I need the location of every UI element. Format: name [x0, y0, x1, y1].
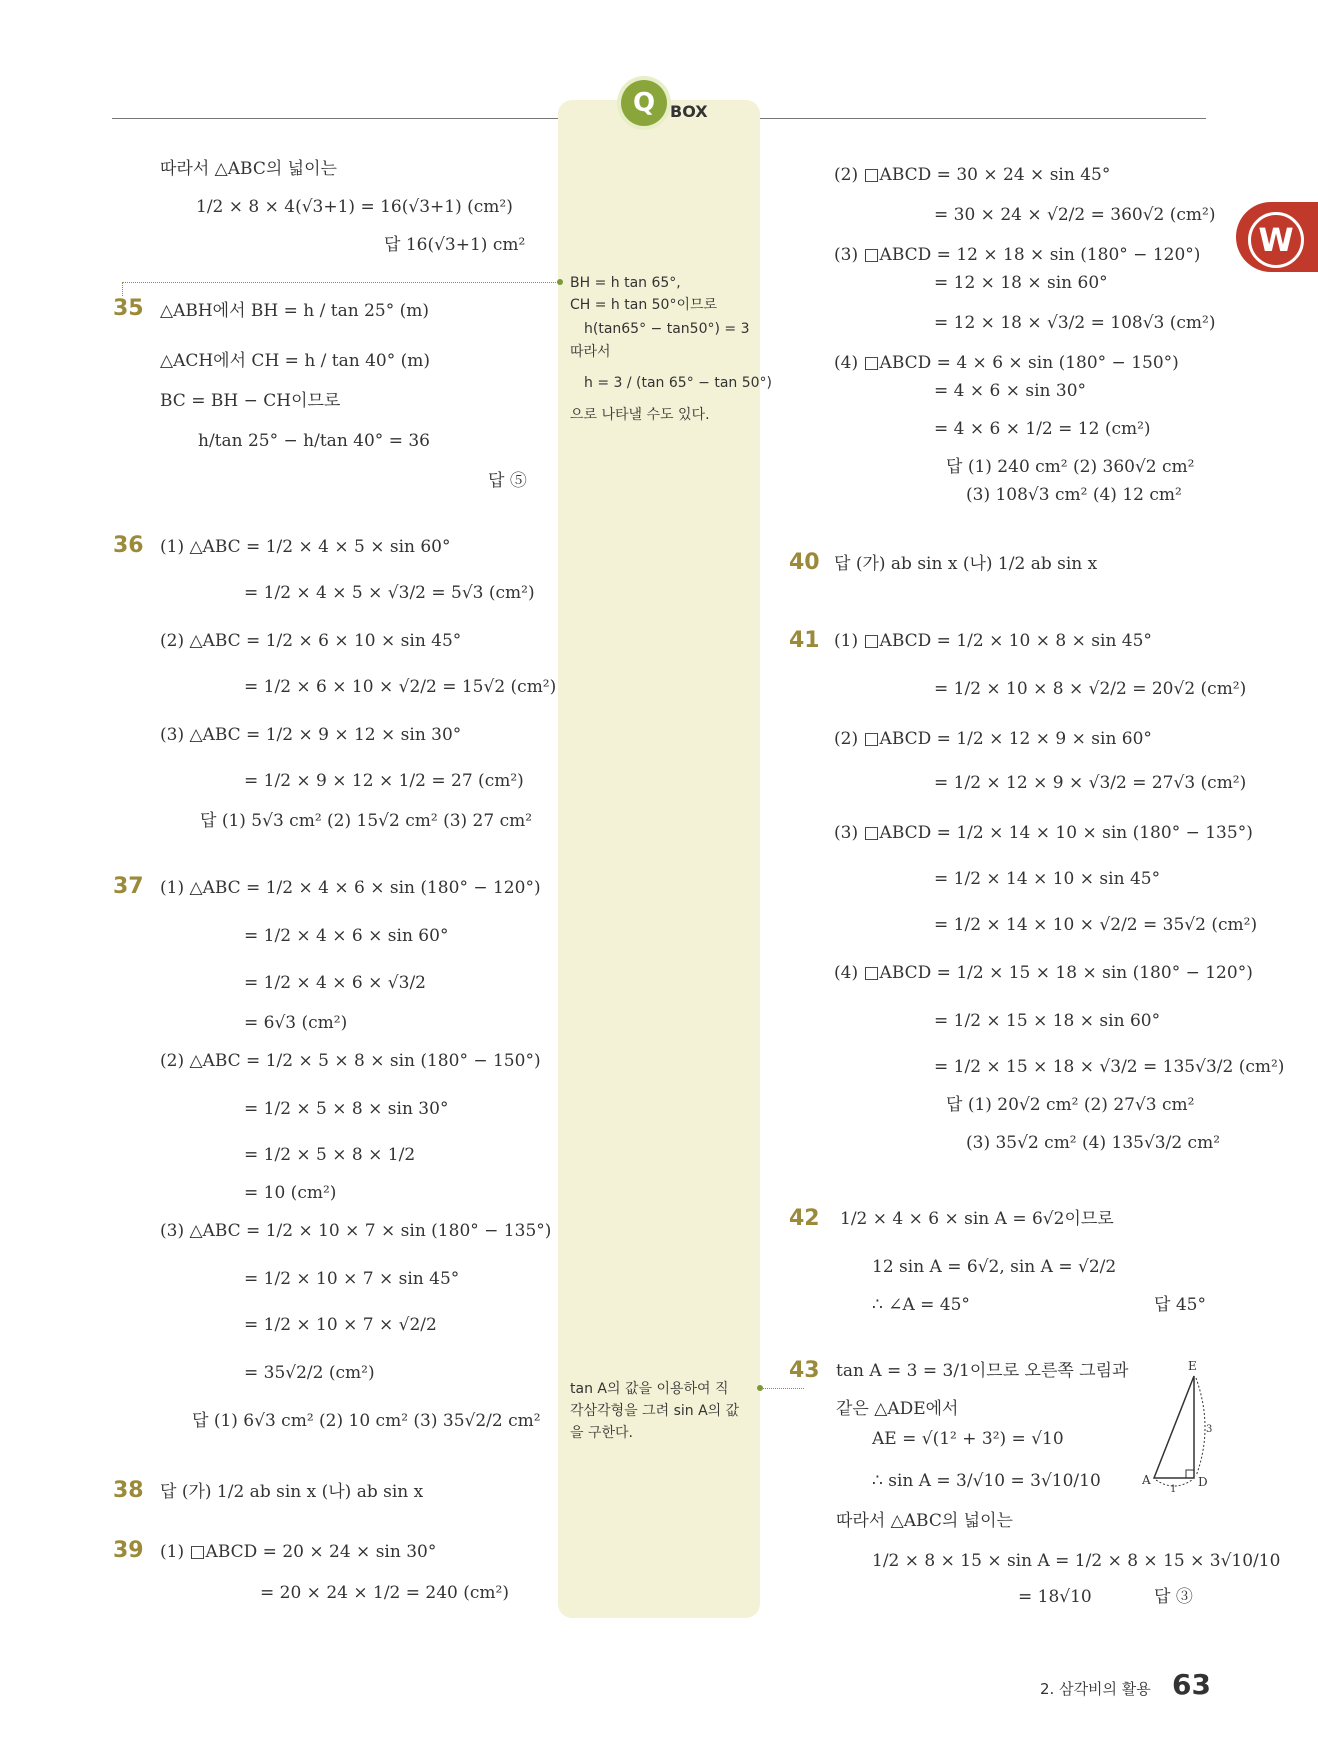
solution-line: tan A = 3 = 3/1이므로 오른쪽 그림과: [836, 1361, 1129, 1381]
connector-35-tick: [122, 282, 123, 296]
answer-line: 답 ⑤: [488, 471, 527, 491]
vertex-label-a: A: [1142, 1473, 1151, 1487]
solution-line: = 4 × 6 × sin 30°: [934, 381, 1087, 401]
solution-line: = 1/2 × 14 × 10 × sin 45°: [934, 869, 1161, 889]
answer-line: (3) 35√2 cm² (4) 135√3/2 cm²: [966, 1133, 1221, 1153]
side-tab-letter: W: [1248, 212, 1304, 268]
answer-line: 답 (1) 240 cm² (2) 360√2 cm²: [946, 457, 1195, 477]
problem-number: 42: [789, 1206, 820, 1231]
answer-line: 답 45°: [1154, 1295, 1206, 1315]
problem-number: 41: [789, 628, 820, 653]
qbox-note-line: CH = h tan 50°이므로: [570, 297, 718, 313]
solution-line: = 4 × 6 × 1/2 = 12 (cm²): [934, 419, 1151, 439]
solution-line: = 18√10: [1018, 1587, 1092, 1607]
solution-line: = 1/2 × 4 × 5 × √3/2 = 5√3 (cm²): [244, 583, 535, 603]
solution-line: (4) □ABCD = 1/2 × 15 × 18 × sin (180° − 120°): [834, 963, 1253, 983]
vertex-label-d: D: [1198, 1475, 1208, 1489]
solution-line: = 12 × 18 × √3/2 = 108√3 (cm²): [934, 313, 1216, 333]
solution-line: = 1/2 × 4 × 6 × sin 60°: [244, 926, 449, 946]
solution-line: 1/2 × 4 × 6 × sin A = 6√2이므로: [840, 1209, 1114, 1229]
problem-number: 39: [113, 1538, 144, 1563]
answer-line: 답 (1) 6√3 cm² (2) 10 cm² (3) 35√2/2 cm²: [192, 1411, 541, 1431]
side-tab: [1236, 202, 1318, 272]
solution-line: 따라서 △ABC의 넓이는: [836, 1511, 1013, 1531]
problem-number: 40: [789, 550, 820, 575]
qbox-note-line: tan A의 값을 이용하여 직: [570, 1381, 729, 1397]
connector-dot-43: [757, 1385, 763, 1391]
solution-line: = 20 × 24 × 1/2 = 240 (cm²): [260, 1583, 509, 1603]
chapter-footer: 2. 삼각비의 활용: [1040, 1680, 1151, 1698]
connector-43: [760, 1388, 804, 1389]
qbox-note-line: h(tan65° − tan50°) = 3: [584, 321, 750, 337]
side-de-length: 3: [1206, 1424, 1213, 1435]
top-rule-right: [760, 118, 1206, 119]
side-ad-length: 1: [1170, 1484, 1177, 1494]
problem-number: 43: [789, 1358, 820, 1383]
qbox-badge: Q: [621, 80, 667, 126]
qbox-note-line: h = 3 / (tan 65° − tan 50°): [584, 375, 772, 391]
triangle-ade-figure: [1136, 1358, 1216, 1494]
solution-line: 같은 △ADE에서: [836, 1399, 959, 1419]
qbox-label: BOX: [670, 102, 708, 121]
qbox-note-line: 으로 나타낼 수도 있다.: [570, 407, 710, 423]
solution-line: = 1/2 × 10 × 7 × √2/2: [244, 1315, 437, 1335]
right-angle-mark: [1186, 1470, 1194, 1478]
solution-line: = 1/2 × 9 × 12 × 1/2 = 27 (cm²): [244, 771, 524, 791]
intro-line: 1/2 × 8 × 4(√3+1) = 16(√3+1) (cm²): [196, 197, 513, 217]
solution-line: = 10 (cm²): [244, 1183, 337, 1203]
top-rule-left: [112, 118, 558, 119]
answer-line: 답 ③: [1154, 1587, 1193, 1607]
solution-line: = 1/2 × 14 × 10 × √2/2 = 35√2 (cm²): [934, 915, 1258, 935]
solution-line: = 30 × 24 × √2/2 = 360√2 (cm²): [934, 205, 1216, 225]
solution-line: = 1/2 × 10 × 8 × √2/2 = 20√2 (cm²): [934, 679, 1247, 699]
vertex-label-e: E: [1188, 1359, 1197, 1373]
solution-line: h/tan 25° − h/tan 40° = 36: [198, 431, 430, 451]
solution-line: = 1/2 × 6 × 10 × √2/2 = 15√2 (cm²): [244, 677, 557, 697]
solution-line: (1) □ABCD = 1/2 × 10 × 8 × sin 45°: [834, 631, 1152, 651]
page-number: 63: [1172, 1668, 1211, 1701]
solution-line: (2) △ABC = 1/2 × 6 × 10 × sin 45°: [160, 631, 462, 651]
solution-line: = 1/2 × 5 × 8 × 1/2: [244, 1145, 416, 1165]
answer-line: 답 (1) 5√3 cm² (2) 15√2 cm² (3) 27 cm²: [200, 811, 533, 831]
solution-line: = 1/2 × 15 × 18 × sin 60°: [934, 1011, 1161, 1031]
intro-line: 따라서 △ABC의 넓이는: [160, 159, 337, 179]
solution-line: (1) △ABC = 1/2 × 4 × 6 × sin (180° − 120°): [160, 878, 541, 898]
problem-number: 36: [113, 533, 144, 558]
solution-line: = 1/2 × 5 × 8 × sin 30°: [244, 1099, 449, 1119]
solution-line: (3) △ABC = 1/2 × 10 × 7 × sin (180° − 135°): [160, 1221, 552, 1241]
solution-line: ∴ sin A = 3/√10 = 3√10/10: [872, 1471, 1101, 1491]
solution-line: (3) □ABCD = 12 × 18 × sin (180° − 120°): [834, 245, 1201, 265]
qbox-note-line: BH = h tan 65°,: [570, 275, 681, 291]
solution-line: = 1/2 × 12 × 9 × √3/2 = 27√3 (cm²): [934, 773, 1247, 793]
solution-line: (2) □ABCD = 1/2 × 12 × 9 × sin 60°: [834, 729, 1152, 749]
solution-line: (1) △ABC = 1/2 × 4 × 5 × sin 60°: [160, 537, 451, 557]
solution-line: (2) △ABC = 1/2 × 5 × 8 × sin (180° − 150°): [160, 1051, 541, 1071]
answer-line: (3) 108√3 cm² (4) 12 cm²: [966, 485, 1182, 505]
problem-number: 38: [113, 1478, 144, 1503]
solution-line: = 1/2 × 15 × 18 × √3/2 = 135√3/2 (cm²): [934, 1057, 1285, 1077]
solution-line: = 12 × 18 × sin 60°: [934, 273, 1108, 293]
answer-line: 답 (가) ab sin x (나) 1/2 ab sin x: [834, 554, 1098, 574]
solution-line: = 1/2 × 4 × 6 × √3/2: [244, 973, 426, 993]
solution-line: 12 sin A = 6√2, sin A = √2/2: [872, 1257, 1117, 1277]
qbox-note-line: 을 구한다.: [570, 1425, 633, 1441]
qbox-note-line: 따라서: [570, 344, 611, 360]
solution-line: (2) □ABCD = 30 × 24 × sin 45°: [834, 165, 1111, 185]
solution-line: = 35√2/2 (cm²): [244, 1363, 375, 1383]
solution-line: = 6√3 (cm²): [244, 1013, 348, 1033]
connector-35: [122, 282, 560, 283]
side-de-brace: [1196, 1378, 1205, 1476]
answer-line: 답 (가) 1/2 ab sin x (나) ab sin x: [160, 1482, 424, 1502]
solution-line: (1) □ABCD = 20 × 24 × sin 30°: [160, 1542, 437, 1562]
triangle-ade: [1154, 1376, 1194, 1478]
problem-number: 35: [113, 296, 144, 321]
solution-line: △ABH에서 BH = h / tan 25° (m): [160, 301, 430, 321]
solution-line: BC = BH − CH이므로: [160, 391, 341, 411]
solution-line: 1/2 × 8 × 15 × sin A = 1/2 × 8 × 15 × 3√10/10: [872, 1551, 1281, 1571]
solution-line: (3) △ABC = 1/2 × 9 × 12 × sin 30°: [160, 725, 462, 745]
solution-line: = 1/2 × 10 × 7 × sin 45°: [244, 1269, 460, 1289]
qbox-note-line: 각삼각형을 그려 sin A의 값: [570, 1403, 740, 1419]
solution-line: (3) □ABCD = 1/2 × 14 × 10 × sin (180° − 135°): [834, 823, 1253, 843]
connector-dot-35: [557, 279, 563, 285]
solution-line: ∴ ∠A = 45°: [872, 1295, 970, 1315]
problem-number: 37: [113, 874, 144, 899]
answer-line: 답 16(√3+1) cm²: [384, 235, 526, 255]
answer-line: 답 (1) 20√2 cm² (2) 27√3 cm²: [946, 1095, 1195, 1115]
solution-line: AE = √(1² + 3²) = √10: [872, 1429, 1064, 1449]
solution-line: △ACH에서 CH = h / tan 40° (m): [160, 351, 431, 371]
solution-line: (4) □ABCD = 4 × 6 × sin (180° − 150°): [834, 353, 1179, 373]
